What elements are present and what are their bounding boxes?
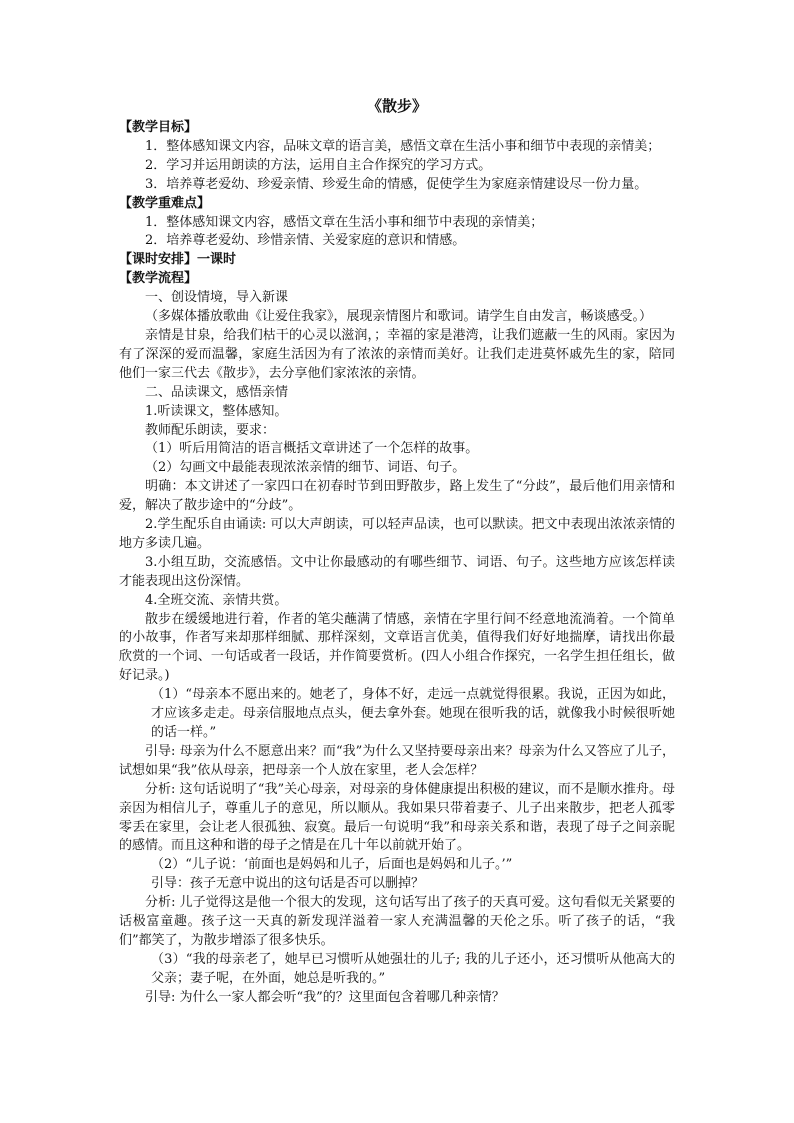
paragraph: 散步在缓缓地进行着，作者的笔尖蘸满了情感，亲情在字里行间不经意地流淌着。一个简单的小故事，作者写来却那样细腻、那样深刻，文章语言优美，值得我们好好地揣摩，请找出你最欣赏的一个词、一句话或者一段话，并作简要赏析。(四人小组合作探究，一名学生担任组长，做好记录。) xyxy=(119,611,675,684)
paragraph: 引导: 母亲为什么不愿意出来？而“我”为什么又坚持要母亲出来？母亲为什么又答应了儿子，试想如果“我”依从母亲，把母亲一个人放在家里，老人会怎样？ xyxy=(119,743,675,778)
paragraph: 4.全班交流、亲情共赏。 xyxy=(145,592,288,608)
paragraph: 1．整体感知课文内容，感悟文章在生活小事和细节中表现的亲情美； xyxy=(145,214,544,230)
paragraph: （2）勾画文中最能表现浓浓亲情的细节、词语、句子。 xyxy=(145,460,466,476)
document-body xyxy=(119,119,675,1008)
paragraph: （3）“我的母亲老了，她早已习惯听从她强壮的儿子; 我的儿子还小，还习惯听从他高大的父亲；妻子呢，在外面，她总是听我的。” xyxy=(151,951,675,986)
paragraph: 1.听读课文，整体感知。 xyxy=(145,403,288,419)
paragraph: 3．培养尊老爱幼、珍爱亲情、珍爱生命的情感，促使学生为家庭亲情建设尽一份力量。 xyxy=(145,176,648,192)
paragraph: 明确：本文讲述了一家四口在初春时节到田野散步，路上发生了“分歧”，最后他们用亲情和爱，解决了散步途中的“分歧”。 xyxy=(119,479,675,514)
paragraph: （2）“儿子说：‘前面也是妈妈和儿子，后面也是妈妈和儿子。’” xyxy=(151,857,513,873)
section-heading: 【课时安排】一课时 xyxy=(119,252,237,268)
paragraph: 分析: 儿子觉得这是他一个很大的发现，这句话写出了孩子的天真可爱。这句看似无关紧要的话极富童趣。孩子这一天真的新发现洋溢着一家人充满温馨的天伦之乐。听了孩子的话，“我们”都笑了，为散步增添了很多快乐。 xyxy=(119,895,675,948)
paragraph: 教师配乐朗读，要求： xyxy=(145,422,276,438)
section-heading: 【教学重难点】 xyxy=(119,195,211,211)
paragraph: 引导: 为什么一家人都会听“我”的？这里面包含着哪几种亲情？ xyxy=(145,989,505,1005)
section-heading: 【教学目标】 xyxy=(119,120,198,135)
paragraph: （多媒体播放歌曲《让爱住我家》，展现亲情图片和歌词。请学生自由发言，畅谈感受。） xyxy=(145,309,653,325)
paragraph: 1．整体感知课文内容，品味文章的语言美，感悟文章在生活小事和细节中表现的亲情美； xyxy=(145,138,661,154)
paragraph: 一、创设情境，导入新课 xyxy=(145,290,289,306)
paragraph: 3.小组互助，交流感悟。文中让你最感动的有哪些细节、词语、句子。这些地方应该怎样读才能表现出这份深情。 xyxy=(119,554,675,589)
paragraph: 2．学习并运用朗读的方法，运用自主合作探究的学习方式。 xyxy=(145,157,492,173)
paragraph: （1）“母亲本不愿出来的。她老了，身体不好，走远一点就觉得很累。我说，正因为如此，才应该多走走。母亲信服地点点头，便去拿外套。她现在很听我的话，就像我小时候很听她的话一样。” xyxy=(151,687,675,740)
document-page xyxy=(119,96,675,1008)
paragraph: 2．培养尊老爱幼、珍惜亲情、关爱家庭的意识和情感。 xyxy=(145,233,466,249)
paragraph: 亲情是甘泉，给我们枯干的心灵以滋润，；幸福的家是港湾，让我们遮蔽一生的风雨。家因为有了深深的爱而温馨，家庭生活因为有了浓浓的亲情而美好。让我们走进莫怀戚先生的家，陪同他们一家三代去《散步》，去分享他们家浓浓的亲情。 xyxy=(119,327,675,381)
section-heading: 【教学流程】 xyxy=(119,271,198,287)
paragraph: 引导：孩子无意中说出的这句话是否可以删掉？ xyxy=(151,876,425,892)
paragraph: 分析: 这句话说明了“我”关心母亲，对母亲的身体健康提出积极的建议，而不是顺水推舟。母亲因为相信儿子，尊重儿子的意见，所以顺从。我如果只带着妻子、儿子出来散步，把老人孤零零丢在家里，会让老人很孤独、寂寞。最后一句说明“我”和母亲关系和谐，表现了母子之间亲昵的感情。而且这种和谐的母子之情是在几十年以前就开始了。 xyxy=(119,781,675,854)
paragraph: （1）听后用简洁的语言概括文章讲述了一个怎样的故事。 xyxy=(145,441,479,457)
paragraph: 二、品读课文，感悟亲情 xyxy=(145,384,289,400)
document-title: 《散步》 xyxy=(366,97,427,115)
paragraph: 2.学生配乐自由诵读: 可以大声朗读，可以轻声品读，也可以默读。把文中表现出浓浓亲情的地方多读几遍。 xyxy=(119,517,675,551)
